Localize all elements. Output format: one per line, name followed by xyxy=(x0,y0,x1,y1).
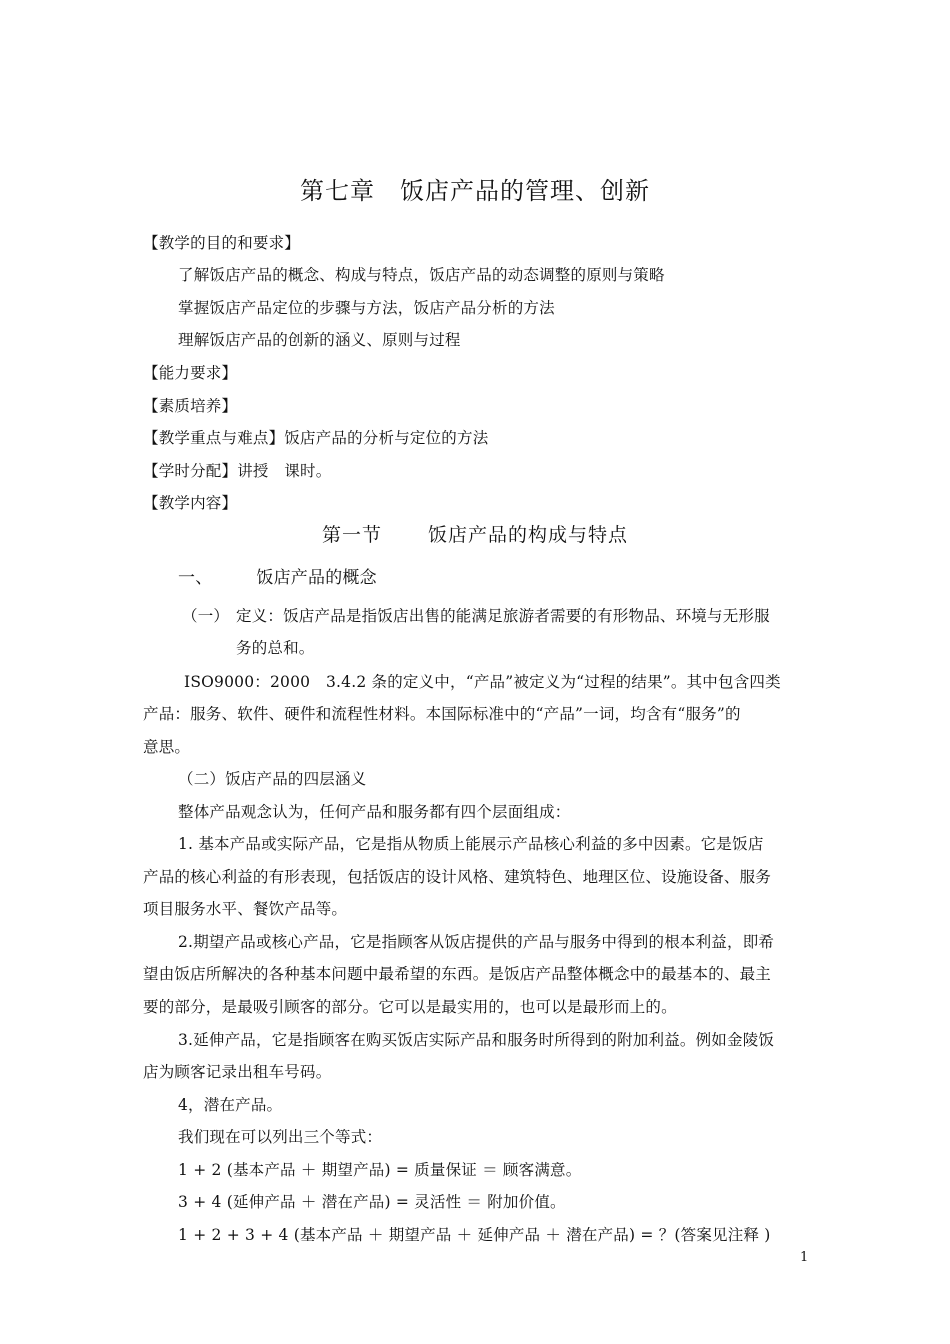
keypoints-line: 【教学重点与难点】饭店产品的分析与定位的方法 xyxy=(143,429,489,447)
subsection-number: 一、 xyxy=(178,568,213,588)
paragraph-line: 3.延伸产品，它是指顾客在购买饭店实际产品和服务时所得到的附加利益。例如金陵饭 xyxy=(178,1031,775,1049)
four-levels-intro: 整体产品观念认为，任何产品和服务都有四个层面组成： xyxy=(178,803,571,821)
definition-number: （一） xyxy=(182,607,230,625)
iso-paragraph-line: 意思。 xyxy=(143,738,191,756)
four-levels-heading: （二）饭店产品的四层涵义 xyxy=(178,770,367,788)
objective-item: 掌握饭店产品定位的步骤与方法，饭店产品分析的方法 xyxy=(178,299,555,317)
chapter-title: 第七章 饭店产品的管理、创新 xyxy=(300,177,650,205)
formula-line: 1 + 2 + 3 + 4 (基本产品 ＋ 期望产品 ＋ 延伸产品 ＋ 潜在产品) = ？(答案见注释 ) xyxy=(178,1226,771,1244)
iso-paragraph-line: ISO9000：2000 3.4.2 条的定义中，“产品”被定义为“过程的结果”。其中包含四类 xyxy=(184,673,781,691)
objective-item: 理解饭店产品的创新的涵义、原则与过程 xyxy=(178,331,461,349)
subsection-name: 饭店产品的概念 xyxy=(256,568,377,588)
subsection-title xyxy=(178,568,377,588)
formula-intro: 我们现在可以列出三个等式： xyxy=(178,1128,383,1146)
hours-line: 【学时分配】讲授 课时。 xyxy=(143,462,332,480)
objectives-heading: 【教学的目的和要求】 xyxy=(143,234,301,252)
objective-item: 了解饭店产品的概念、构成与特点，饭店产品的动态调整的原则与策略 xyxy=(178,266,665,284)
iso-paragraph-line: 产品：服务、软件、硬件和流程性材料。本国际标准中的“产品”一词，均含有“服务”的 xyxy=(143,705,741,723)
formula-line: 1 + 2 (基本产品 ＋ 期望产品) = 质量保证 ＝ 顾客满意。 xyxy=(178,1161,582,1179)
paragraph-line: 望由饭店所解决的各种基本问题中最希望的东西。是饭店产品整体概念中的最基本的、最主 xyxy=(143,965,772,983)
quality-heading: 【素质培养】 xyxy=(143,397,238,415)
paragraph-line: 要的部分，是最吸引顾客的部分。它可以是最实用的，也可以是最形而上的。 xyxy=(143,998,677,1016)
formula-line: 3 + 4 (延伸产品 ＋ 潜在产品) = 灵活性 ＝ 附加价值。 xyxy=(178,1193,566,1211)
section-title xyxy=(0,522,950,548)
paragraph-line: 项目服务水平、餐饮产品等。 xyxy=(143,900,348,918)
ability-heading: 【能力要求】 xyxy=(143,364,238,382)
paragraph-line: 产品的核心利益的有形表现，包括饭店的设计风格、建筑特色、地理区位、设施设备、服务 xyxy=(143,868,772,886)
paragraph-line: 2.期望产品或核心产品，它是指顾客从饭店提供的产品与服务中得到的根本利益，即希 xyxy=(178,933,775,951)
section-name: 饭店产品的构成与特点 xyxy=(428,524,629,546)
section-label: 第一节 xyxy=(321,524,382,546)
definition-line: 定义：饭店产品是指饭店出售的能满足旅游者需要的有形物品、环境与无形服 xyxy=(236,607,770,625)
paragraph-line: 4，潜在产品。 xyxy=(178,1096,283,1114)
content-heading: 【教学内容】 xyxy=(143,494,238,512)
paragraph-line: 店为顾客记录出租车号码。 xyxy=(143,1063,332,1081)
definition-line: 务的总和。 xyxy=(236,639,315,657)
page-number: 1 xyxy=(800,1250,809,1265)
paragraph-line: 1. 基本产品或实际产品，它是指从物质上能展示产品核心利益的多中因素。它是饭店 xyxy=(178,835,764,853)
